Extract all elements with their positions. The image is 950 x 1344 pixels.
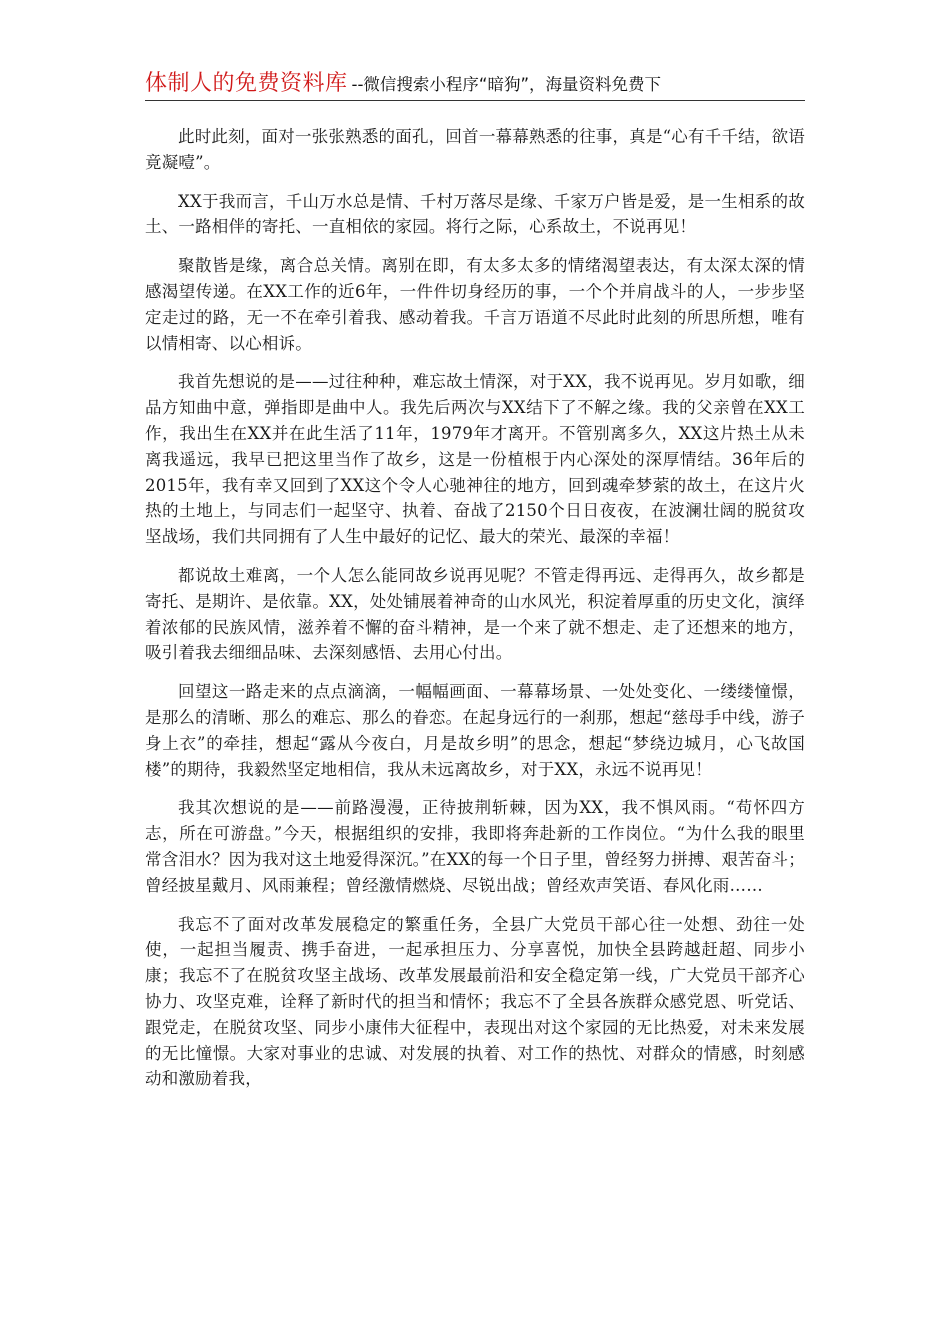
paragraph: XX于我而言，千山万水总是情、千村万落尽是缘、千家万户皆是爱，是一生相系的故土、一路相伴的寄托、一直相依的家园。将行之际，心系故土，不说再见！ <box>145 191 805 237</box>
body-text <box>145 124 805 1105</box>
paragraph: 此时此刻，面对一张张熟悉的面孔，回首一幕幕熟悉的往事，真是“心有千千结，欲语竟凝噎”。 <box>145 127 805 172</box>
paragraph: 回望这一路走来的点点滴滴，一幅幅画面、一幕幕场景、一处处变化、一缕缕憧憬，是那么的清晰、那么的难忘、那么的眷恋。在起身远行的一刹那，想起“慈母手中线，游子身上衣”的牵挂，想起“露从今夜白，月是故乡明”的思念，想起“梦绕边城月，心飞故国楼”的期待，我毅然坚定地相信，我从未远离故乡，对于XX，永远不说再见！ <box>145 682 805 779</box>
paragraph: 我其次想说的是——前路漫漫，正待披荆斩棘，因为XX，我不惧风雨。“苟怀四方志，所在可游盘。”今天，根据组织的安排，我即将奔赴新的工作岗位。“为什么我的眼里常含泪水？因为我对这土地爱得深沉。”在XX的每一个日子里，曾经努力拼搏、艰苦奋斗；曾经披星戴月、风雨兼程；曾经激情燃烧、尽锐出战；曾经欢声笑语、春风化雨…… <box>145 798 805 895</box>
paragraph: 我忘不了面对改革发展稳定的繁重任务，全县广大党员干部心往一处想、劲往一处使，一起担当履责、携手奋进，一起承担压力、分享喜悦，加快全县跨越赶超、同步小康；我忘不了在脱贫攻坚主战场、改革发展最前沿和安全稳定第一线，广大党员干部齐心协力、攻坚克难，诠释了新时代的担当和情怀；我忘不了全县各族群众感党恩、听党话、跟党走，在脱贫攻坚、同步小康伟大征程中，表现出对这个家园的无比热爱，对未来发展的无比憧憬。大家对事业的忠诚、对发展的执着、对工作的热忱、对群众的情感，时刻感动和激励着我， <box>145 914 805 1089</box>
header-title: 体制人的免费资料库 <box>145 71 348 96</box>
paragraph: 都说故土难离，一个人怎么能同故乡说再见呢？不管走得再远、走得再久，故乡都是寄托、是期许、是依靠。XX，处处铺展着神奇的山水风光，积淀着厚重的历史文化，演绎着浓郁的民族风情，滋养着不懈的奋斗精神，是一个来了就不想走、走了还想来的地方，吸引着我去细细品味、去深刻感悟、去用心付出。 <box>145 565 805 663</box>
page-header <box>145 66 805 101</box>
paragraph: 聚散皆是缘，离合总关情。离别在即，有太多太多的情绪渴望表达，有太深太深的情感渴望传递。在XX工作的近6年，一件件切身经历的事，一个个并肩战斗的人，一步步坚定走过的路，无一不在牵引着我、感动着我。千言万语道不尽此时此刻的所思所想，唯有以情相寄、以心相诉。 <box>145 256 805 353</box>
paragraph: 我首先想说的是——过往种种，难忘故土情深，对于XX，我不说再见。岁月如歌，细品方知曲中意，弹指即是曲中人。我先后两次与XX结下了不解之缘。我的父亲曾在XX工作，我出生在XX并在此生活了11年，1979年才离开。不管别离多久，XX这片热土从未离我遥远，我早已把这里当作了故乡，这是一份植根于内心深处的深厚情结。36年后的2015年，我有幸又回到了XX这个令人心驰神往的地方，回到魂牵梦萦的故土，在这片火热的土地上，与同志们一起坚守、执着、奋战了2150个日日夜夜，在波澜壮阔的脱贫攻坚战场，我们共同拥有了人生中最好的记忆、最大的荣光、最深的幸福！ <box>145 372 805 547</box>
header-subtitle: --微信搜索小程序“暗狗”，海量资料免费下 <box>351 75 662 94</box>
